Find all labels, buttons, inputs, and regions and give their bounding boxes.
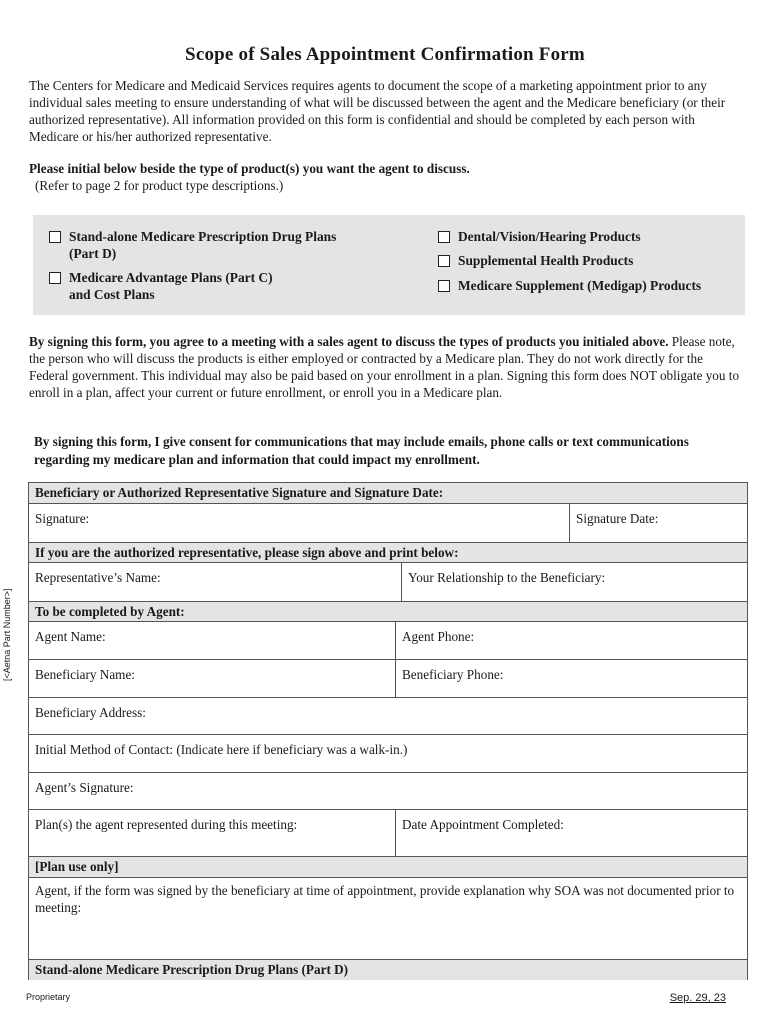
initial-instructions [29,160,741,194]
product-option-medigap[interactable] [438,277,701,294]
plan-use-header: [Plan use only] [29,857,747,878]
representative-name-field[interactable]: Representative’s Name: [35,570,161,585]
beneficiary-address-field[interactable]: Beneficiary Address: [35,705,146,720]
plan-use-explanation-field[interactable]: Agent, if the form was signed by the beneficiary at time of appointment, provide explanation why SOA was not documented prior to meeting: [35,883,735,915]
initial-contact-row [29,735,747,773]
meeting-consent-paragraph [29,333,741,401]
part-d-section-header: Stand-alone Medicare Prescription Drug Plans (Part D) [29,960,747,980]
checkbox-part-c[interactable] [49,272,61,284]
signature-field[interactable]: Signature: [35,511,90,526]
signature-row [29,504,747,543]
representative-section-header: If you are the authorized representative, please sign above and print below: [29,543,747,563]
footer-proprietary: Proprietary [26,992,71,1002]
meeting-consent-bold: By signing this form, you agree to a meeting with a sales agent to discuss the types of products you initialed above. [29,334,669,349]
product-label-dental: Dental/Vision/Hearing Products [458,229,641,244]
relationship-field[interactable]: Your Relationship to the Beneficiary: [401,563,747,601]
beneficiary-address-row [29,698,747,735]
representative-row [29,563,747,602]
signature-form-table [28,482,748,980]
footer-date: Sep. 29, 23 [669,992,726,1004]
product-label-part-c: Medicare Advantage Plans (Part C) and Cost Plans [69,270,273,302]
product-option-supplemental[interactable] [438,252,633,269]
checkbox-dental[interactable] [438,231,450,243]
beneficiary-name-field[interactable]: Beneficiary Name: [35,667,135,682]
agent-signature-row [29,773,747,810]
checkbox-supplemental[interactable] [438,255,450,267]
checkbox-part-d[interactable] [49,231,61,243]
agent-row [29,622,747,660]
meeting-consent-text: Please note, the person who will discuss the products is either employed or contracted by a Medicare plan. They do not work directly for the Federal government. This individual may also be paid based on your enrollment in a plan. Signing this form does NOT obligate you to enroll in a plan, affect your current or future enrollment, or enroll you in a Medicare plan. [29,334,740,400]
agent-phone-field[interactable]: Agent Phone: [395,622,747,659]
plans-represented-field[interactable]: Plan(s) the agent represented during this meeting: [35,817,298,832]
plans-row [29,810,747,857]
product-label-supplemental: Supplemental Health Products [458,253,634,268]
product-option-dental[interactable] [438,228,641,245]
agent-signature-field[interactable]: Agent’s Signature: [35,780,134,795]
checkbox-medigap[interactable] [438,280,450,292]
product-option-part-d[interactable] [49,228,336,262]
signature-section-header: Beneficiary or Authorized Representative Signature and Signature Date: [29,483,747,504]
plan-use-row [29,878,747,960]
product-label-part-d: Stand-alone Medicare Prescription Drug Plans (Part D) [69,229,337,261]
agent-section-header: To be completed by Agent: [29,602,747,622]
initial-contact-field[interactable]: Initial Method of Contact: (Indicate here if beneficiary was a walk-in.) [35,742,408,757]
initial-heading: Please initial below beside the type of product(s) you want the agent to discuss. [29,161,470,176]
initial-note: (Refer to page 2 for product type descriptions.) [35,178,284,193]
product-label-medigap: Medicare Supplement (Medigap) Products [458,278,702,293]
signature-date-field[interactable]: Signature Date: [569,504,747,542]
page-title: Scope of Sales Appointment Confirmation Form [185,44,585,65]
beneficiary-phone-field[interactable]: Beneficiary Phone: [395,660,747,697]
date-completed-field[interactable]: Date Appointment Completed: [395,810,747,856]
part-number-label: [<Aetna Part Number>] [2,588,12,682]
intro-paragraph: The Centers for Medicare and Medicaid Services requires agents to document the scope of a marketing appointment prior to any individual sales meeting to ensure understanding of what will be discussed between the agent and the Medicare beneficiary (or their authorized representative). All information provided on this form is confidential and should be completed by each person with Medicare or his/her authorized representative. [29,78,726,144]
beneficiary-row [29,660,747,698]
product-option-part-c[interactable] [49,269,273,303]
product-options-box [33,215,745,315]
agent-name-field[interactable]: Agent Name: [35,629,106,644]
communications-consent: By signing this form, I give consent for communications that may include emails, phone calls or text communications regarding my medicare plan and information that could impact my enrollment. [34,434,689,467]
